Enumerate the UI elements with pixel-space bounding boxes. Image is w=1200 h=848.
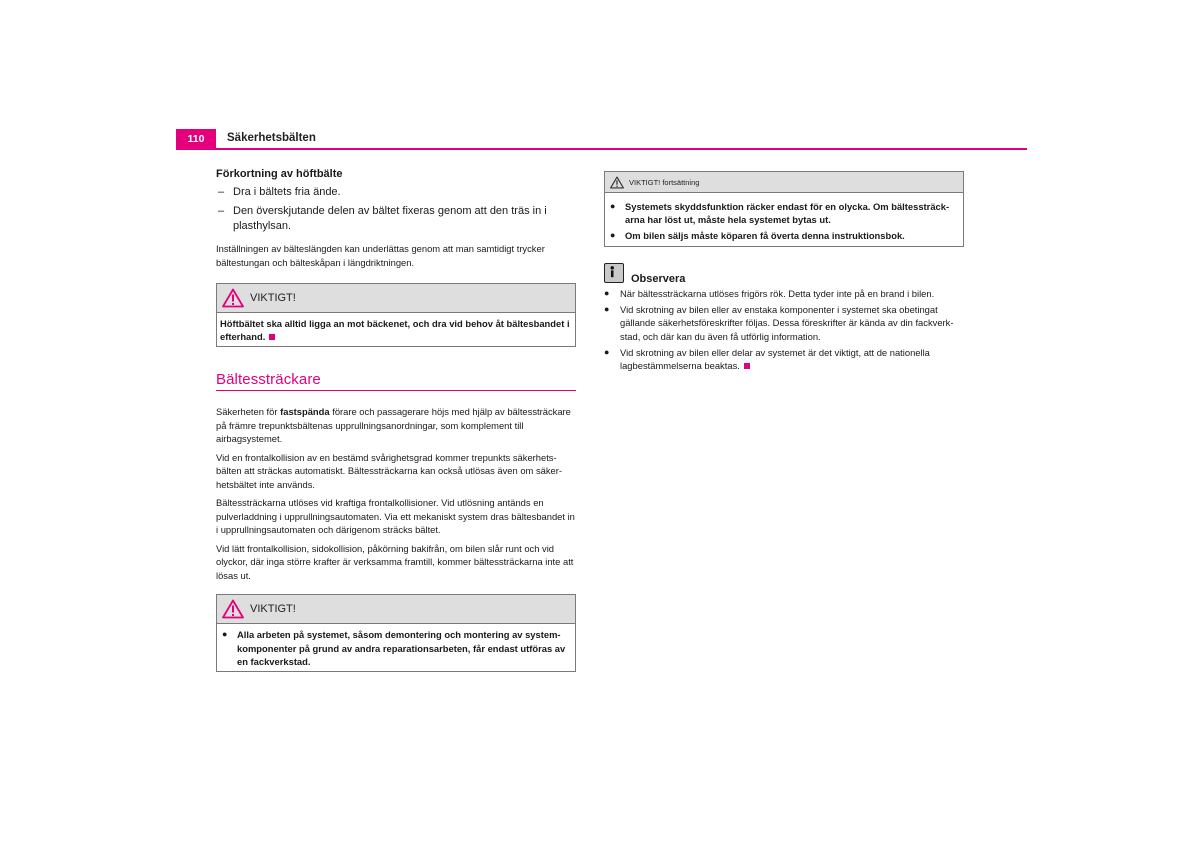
continuation-header: [605, 172, 963, 193]
step-item: – Den överskjutande delen av bältet fixeras genom att den träs in i plasthylsan.: [216, 204, 576, 234]
section-rule: [216, 390, 576, 391]
warning-triangle-icon: [222, 599, 244, 619]
note-item: [604, 287, 964, 300]
note-item-text: Vid skrotning av bilen eller av enstaka komponenter i systemet ska obetingat gällande säkerhetsföreskrifter följas. Dessa föreskrifter är kända av din fackverkstad, och där kan du även få utförlig information.: [620, 303, 954, 342]
warning-label: VIKTIGT!: [250, 292, 296, 304]
page-number: 110: [176, 129, 216, 149]
note-item: [604, 303, 964, 343]
p1-bold: fastspända: [280, 406, 330, 418]
warning-header: [217, 284, 575, 313]
bullet-dot: ●: [604, 303, 610, 314]
warning-header: [217, 595, 575, 624]
warning-text-row: [220, 317, 571, 343]
steps-list: [216, 185, 576, 234]
step-item: – Dra i bältets fria ände.: [216, 185, 576, 200]
adjustment-paragraph: Inställningen av bälteslängden kan underlättas genom att man samtidigt trycker bältestungan och bälteskåpan i längdriktningen.: [216, 243, 545, 268]
section-paragraph-4: Vid lätt frontalkollision, sidokollision, påkörning bakifrån, om bilen slår runt och vid olyckor, där inga större krafter är verksamma framtill, kommer bältessträckarna inte att lösas ut.: [216, 542, 574, 581]
bullet-dot: ●: [610, 201, 616, 211]
header-rule: [176, 148, 1027, 150]
warning-box-hipbelt: [216, 283, 576, 347]
warning-body: [217, 313, 575, 346]
section-title: Bältessträckare: [216, 371, 321, 389]
left-column: [216, 168, 576, 672]
warning-triangle-icon: [610, 176, 624, 189]
p1-after: förare och passagerare höjs med hjälp av bältessträckare på främre trepunktsbältenas upprullningsanordningar, som komplement till airbagsystemet.: [216, 406, 571, 445]
section-paragraph-3: Bältessträckarna utlöses vid kraftiga frontalkollisioner. Vid utlösning antänds en pulverladdning i upprullningsautomaten. Via ett mekaniskt system dras bältesbandet in i upprullningsautomaten och därigenom sträcks bältet.: [216, 497, 575, 536]
right-column: [604, 171, 964, 375]
note-title: Observera: [631, 272, 686, 285]
warning-bullet-row: [220, 628, 571, 668]
section-paragraph-2: Vid en frontalkollision av en bestämd svårighetsgrad kommer trepunkts säkerhetsbälten att sträckas automatiskt. Bältessträckarna kan också utlösas även om säkerhetsbältet inte används.: [216, 451, 562, 490]
subheading-hipbelt: Förkortning av höftbälte: [216, 168, 343, 180]
end-square-marker: [269, 334, 275, 340]
warning-item-text: Alla arbeten på systemet, såsom demontering och montering av systemkomponenter på grund av andra reparationsarbeten, får endast utföras av en fackverkstad.: [237, 629, 566, 667]
warning-box-tensioner: [216, 594, 576, 672]
continuation-body: [605, 193, 963, 246]
note-item: [604, 346, 964, 373]
continuation-label: VIKTIGT! fortsättning: [629, 177, 700, 187]
note-item-text: Vid skrotning av bilen eller delar av systemet är det viktigt, att de nationella lagbestämmelserna beaktas.: [620, 346, 930, 372]
note-header: [604, 263, 964, 283]
continuation-item-text: Systemets skyddsfunktion räcker endast för en olycka. Om bältessträckarna har löst ut, måste hela systemet bytas ut.: [625, 201, 950, 226]
warning-continuation-box: [604, 171, 964, 247]
bullet-dot: ●: [604, 287, 610, 298]
p1-before: Säkerheten för: [216, 406, 281, 418]
info-note-icon: [604, 263, 624, 283]
end-square-marker: [744, 363, 750, 369]
warning-label: VIKTIGT!: [250, 603, 296, 616]
bullet-dot: ●: [610, 230, 616, 241]
warning-triangle-icon: [222, 288, 244, 308]
warning-text: Höftbältet ska alltid ligga an mot bäckenet, och dra vid behov åt bältesbandet i efterhand.: [220, 318, 570, 343]
section-paragraph-1: [216, 405, 576, 446]
note-list: [604, 287, 964, 373]
bullet-dot: ●: [604, 346, 610, 357]
continuation-item: [608, 229, 959, 242]
continuation-item: [608, 200, 959, 226]
bullet-dot: ●: [222, 629, 228, 640]
warning-body: [217, 624, 575, 671]
page-header-title: Säkerhetsbälten: [227, 132, 316, 144]
continuation-item-text: Om bilen säljs måste köparen få överta denna instruktionsbok.: [625, 230, 905, 242]
note-item-text: När bältessträckarna utlöses frigörs rök. Detta tyder inte på en brand i bilen.: [620, 287, 935, 299]
